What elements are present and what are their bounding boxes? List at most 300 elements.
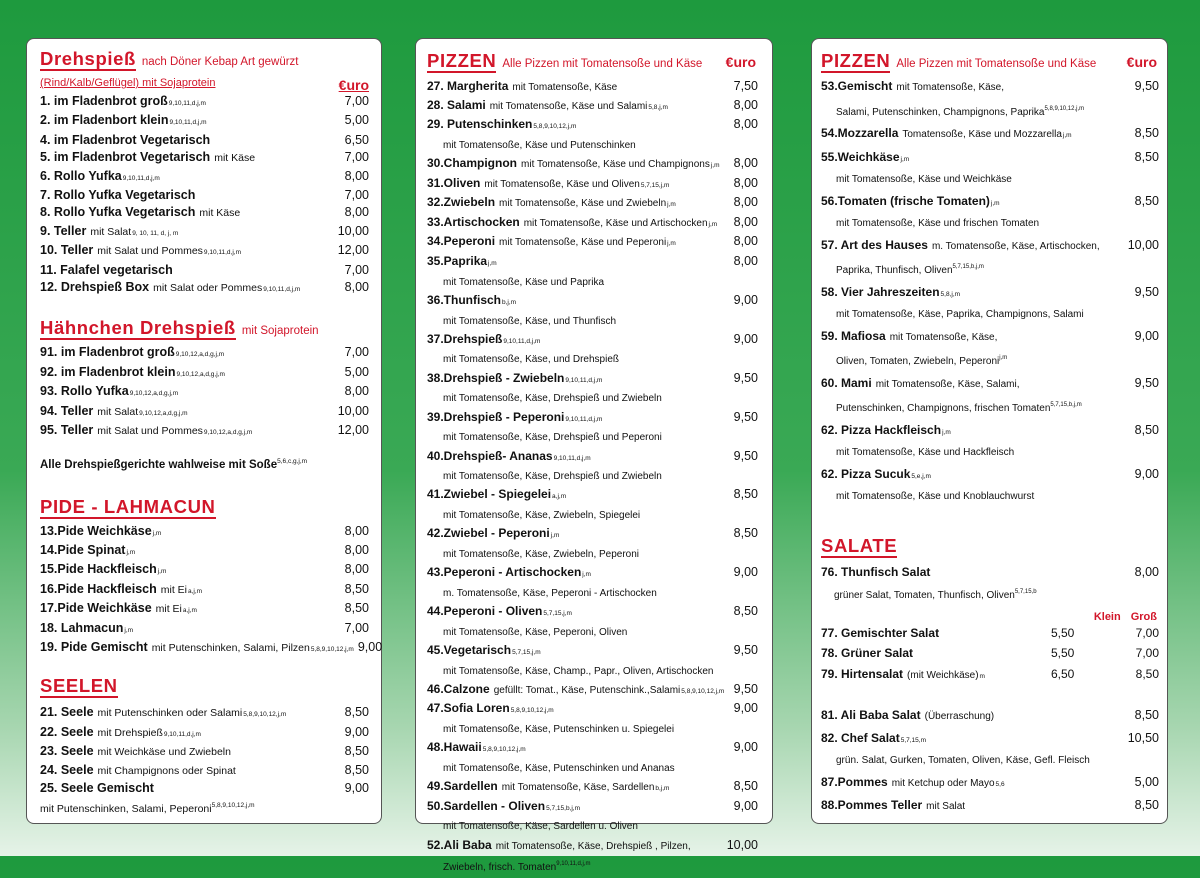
price-pair bbox=[1051, 623, 1159, 644]
item-name: 91. im Fladenbrot groß bbox=[40, 345, 175, 360]
item-name: 34.Peperoni bbox=[427, 234, 496, 249]
item-description: mit Tomatensoße, Käse, bbox=[889, 331, 998, 343]
section-title-pide: PIDE - LAHMACUN bbox=[40, 495, 216, 517]
item-price: 5,00 bbox=[344, 113, 369, 128]
section-title-pizzen: PIZZEN Alle Pizzen mit Tomatensoße und Käse €uro bbox=[427, 50, 756, 71]
item-description: mit Tomatensoße, Käse und Champignons bbox=[521, 159, 710, 171]
item-price: 8,50 bbox=[344, 744, 369, 759]
item-description: mit Tomatensoße, Käse und Knoblauchwurst bbox=[836, 491, 1035, 502]
menu-panel-2 bbox=[415, 38, 773, 874]
item-description: mit Tomatensoße, Käse, Drehspieß und Zwiebeln bbox=[443, 471, 662, 483]
item-name: 18. Lahmacun bbox=[40, 620, 124, 635]
item-description: mit Tomatensoße, Käse und Peperoni bbox=[499, 237, 667, 249]
item-price: 9,00 bbox=[733, 565, 758, 580]
item-description: mit Tomatensoße, Käse, und Drehspieß bbox=[443, 354, 620, 366]
allergen-codes: j,m bbox=[990, 199, 1000, 207]
item-description: mit Tomatensoße, Käse, Sardellen u. Oliven bbox=[443, 821, 638, 833]
allergen-codes: j,m bbox=[708, 220, 718, 228]
item-price: 10,00 bbox=[337, 223, 369, 238]
salate-sized-list bbox=[821, 623, 1159, 688]
allergen-codes: 5,8,9,10,12,j,m bbox=[310, 645, 354, 653]
item-price: 9,00 bbox=[344, 780, 369, 795]
item-name: 21. Seele bbox=[40, 705, 94, 720]
allergen-codes: 9,10,11,d,j,m bbox=[553, 454, 591, 462]
item-description: mit Ei bbox=[155, 603, 182, 616]
item-description: mit Tomatensoße, Käse und Salami bbox=[489, 100, 648, 112]
item-name: 58. Vier Jahreszeiten bbox=[821, 284, 940, 299]
item-name: 5. im Fladenbrot Vegetarisch bbox=[40, 150, 211, 165]
menu-item bbox=[821, 705, 1159, 728]
item-description: mit Tomatensoße, Käse und Artischocken bbox=[523, 217, 708, 229]
allergen-codes: 9,10,11,d,j,m bbox=[203, 249, 242, 257]
item-price: 7,00 bbox=[344, 345, 369, 360]
salate-more-list bbox=[821, 705, 1159, 818]
item-price: 9,00 bbox=[357, 639, 383, 654]
item-price: 8,50 bbox=[733, 604, 758, 619]
item-name: 57. Art des Hauses bbox=[821, 237, 928, 252]
item-name: 32.Zwiebeln bbox=[427, 195, 496, 210]
item-description-line bbox=[821, 99, 1159, 124]
item-price: 10,00 bbox=[1127, 237, 1159, 252]
item-price: 7,00 bbox=[344, 150, 369, 165]
item-price: 7,00 bbox=[344, 94, 369, 108]
menu-item bbox=[40, 422, 369, 441]
menu-item bbox=[40, 762, 369, 780]
allergen-codes: 5,7,15,j,m bbox=[640, 181, 670, 189]
allergen-codes: j,m bbox=[999, 355, 1008, 361]
item-price: 8,00 bbox=[344, 523, 369, 538]
menu-item bbox=[40, 383, 369, 402]
allergen-codes: j,m bbox=[942, 428, 951, 436]
menu-item bbox=[40, 132, 369, 149]
menu-item bbox=[821, 664, 1159, 688]
item-name: 25. Seele Gemischt bbox=[40, 780, 154, 795]
item-description: m. Tomatensoße, Käse, Artischocken, bbox=[931, 240, 1100, 252]
item-price: 8,00 bbox=[733, 195, 758, 210]
price-gross: 7,00 bbox=[1135, 625, 1159, 640]
item-description: mit Tomatensoße, Käse, und Thunfisch bbox=[443, 315, 617, 327]
menu-item bbox=[821, 147, 1159, 171]
item-description-line bbox=[821, 395, 1159, 420]
menu-item bbox=[427, 78, 758, 97]
item-price: 8,00 bbox=[733, 175, 758, 190]
menu-item bbox=[821, 420, 1159, 444]
item-description: mit Putenschinken oder Salami bbox=[97, 707, 243, 720]
menu-item bbox=[40, 704, 369, 723]
item-price: 9,50 bbox=[733, 370, 758, 385]
allergen-codes: 9,10,11,d,j,m bbox=[565, 376, 603, 384]
menu-item bbox=[40, 581, 369, 600]
item-price: 10,00 bbox=[726, 837, 758, 852]
section-title-haehnchen: Hähnchen Drehspieß mit Sojaprotein bbox=[40, 317, 319, 339]
menu-item bbox=[821, 728, 1159, 752]
item-name: 7. Rollo Yufka Vegetarisch bbox=[40, 188, 196, 203]
menu-item bbox=[427, 214, 758, 234]
item-price: 8,00 bbox=[344, 542, 369, 557]
item-description: mit Käse bbox=[214, 152, 256, 165]
allergen-codes: 5,7,15,b,j,m bbox=[546, 804, 581, 812]
allergen-codes: 9,10,12,a,d,g,j,m bbox=[175, 351, 225, 359]
item-description: mit Weichkäse und Zwiebeln bbox=[97, 746, 231, 759]
item-name: 60. Mami bbox=[821, 375, 872, 390]
allergen-codes: 5,8,9,10,12,j,m bbox=[681, 687, 725, 695]
allergen-codes: 5,8,j,m bbox=[940, 290, 961, 298]
item-description: mit Tomatensoße, Käse, Zwiebeln, Spiegelei bbox=[443, 509, 641, 521]
item-description: mit Tomatensoße, Käse, Drehspieß und Peperoni bbox=[443, 432, 662, 444]
item-name: 47.Sofia Loren bbox=[427, 701, 510, 716]
item-description-line bbox=[427, 312, 758, 331]
item-price: 9,50 bbox=[1134, 375, 1159, 390]
menu-item bbox=[427, 194, 758, 214]
item-description-line bbox=[821, 170, 1159, 191]
price-klein: 6,50 bbox=[1051, 666, 1075, 681]
allergen-codes: 5,7,15,b,j,m bbox=[952, 264, 984, 270]
menu-item bbox=[40, 743, 369, 761]
item-price: 8,50 bbox=[1134, 708, 1159, 722]
item-name: 33.Artischocken bbox=[427, 214, 520, 229]
item-name: 13.Pide Weichkäse bbox=[40, 523, 152, 538]
menu-item: 76. Thunfisch Salat 8,00 bbox=[821, 564, 1159, 579]
menu-item bbox=[427, 97, 758, 117]
menu-item bbox=[821, 643, 1159, 664]
allergen-codes: 9,10,11,d,j,m bbox=[565, 415, 603, 423]
menu-item bbox=[821, 373, 1159, 396]
item-name: 45.Vegetarisch bbox=[427, 642, 512, 657]
allergen-codes: j,m bbox=[488, 260, 497, 268]
item-description: mit Tomatensoße, Käse und Hackfleisch bbox=[836, 447, 1015, 458]
item-name: 82. Chef Salat bbox=[821, 730, 900, 745]
item-description-line bbox=[427, 817, 758, 836]
allergen-codes: m bbox=[979, 672, 985, 680]
allergen-codes: j,m bbox=[582, 571, 591, 579]
menu-item bbox=[427, 370, 758, 390]
allergen-codes: 5,8,j,m bbox=[648, 103, 668, 111]
item-description-line bbox=[821, 487, 1159, 508]
item-price: 8,50 bbox=[1134, 193, 1159, 208]
item-name: 9. Teller bbox=[40, 223, 87, 238]
item-description: Putenschinken, Champignons, frischen Tomaten bbox=[836, 403, 1051, 414]
item-description: mit Tomatensoße, Käse und Oliven bbox=[484, 178, 640, 190]
menu-item bbox=[427, 739, 758, 759]
allergen-codes: 5,7,15,j,m bbox=[543, 610, 572, 618]
haehnchen-list bbox=[40, 344, 369, 441]
menu-item bbox=[40, 187, 369, 204]
item-description: mit Tomatensoße, Käse, Sardellen bbox=[501, 782, 655, 794]
item-name: 42.Zwiebel - Peperoni bbox=[427, 526, 550, 541]
item-description: mit Tomatensoße, Käse, Zwiebeln, Peperoni bbox=[443, 548, 640, 560]
item-price: 8,50 bbox=[344, 601, 369, 616]
item-price: 8,00 bbox=[344, 562, 369, 577]
item-description: mit Tomatensoße, Käse und Zwiebeln bbox=[499, 198, 667, 210]
item-name: 77. Gemischter Salat bbox=[821, 625, 940, 640]
item-name: 55.Weichkäse bbox=[821, 149, 900, 164]
item-description: Tomatensoße, Käse und Mozzarella bbox=[902, 129, 1062, 140]
item-price: 9,00 bbox=[733, 701, 758, 716]
item-price: 5,00 bbox=[1134, 774, 1159, 789]
item-description-line bbox=[427, 623, 758, 642]
item-description: mit Salat oder Pommes bbox=[153, 282, 263, 295]
item-price: 7,00 bbox=[344, 188, 369, 203]
allergen-codes: j,m bbox=[126, 548, 136, 556]
menu-item bbox=[821, 623, 1159, 644]
item-name: 81. Ali Baba Salat bbox=[821, 708, 921, 722]
allergen-codes: 9,10,11,d,j,m bbox=[169, 119, 207, 127]
price-gross: 8,50 bbox=[1135, 666, 1159, 681]
section-title-seelen: SEELEN bbox=[40, 675, 118, 697]
item-name: 41.Zwiebel - Spiegelei bbox=[427, 487, 552, 502]
item-price: 9,50 bbox=[1134, 79, 1159, 93]
item-description: mit Tomatensoße, Käse und Putenschinken bbox=[443, 139, 636, 151]
item-name: 78. Grüner Salat bbox=[821, 646, 914, 660]
item-price: 6,50 bbox=[344, 132, 369, 147]
menu-item bbox=[821, 772, 1159, 796]
item-description: mit Tomatensoße, Käse und Paprika bbox=[443, 276, 605, 288]
item-price: 9,00 bbox=[733, 798, 758, 813]
allergen-codes: a,j,m bbox=[182, 607, 197, 615]
item-price: 10,50 bbox=[1127, 730, 1159, 745]
menu-item bbox=[427, 233, 758, 253]
allergen-codes: j,m bbox=[667, 240, 676, 248]
item-description: mit Salat bbox=[97, 405, 139, 418]
menu-item bbox=[427, 564, 758, 584]
item-description: mit Tomatensoße, Käse, Champ., Papr., Oliven, Artischocken bbox=[443, 665, 714, 677]
item-description-line bbox=[427, 350, 758, 369]
menu-item bbox=[427, 486, 758, 506]
item-description: mit Tomatensoße, Käse, Drehspieß und Zwiebeln bbox=[443, 393, 662, 405]
item-description: grüner Salat, Tomaten, Thunfisch, Oliven$^{5,7,15,b}$ bbox=[834, 589, 1037, 601]
item-name: 48.Hawaii bbox=[427, 740, 482, 755]
menu-item bbox=[40, 523, 369, 542]
item-price: 7,00 bbox=[344, 262, 369, 277]
menu-item bbox=[427, 778, 758, 798]
item-name: 24. Seele bbox=[40, 762, 94, 777]
item-description: mit Tomatensoße, Käse und Weichkäse bbox=[836, 174, 1012, 185]
section-note-row: (Rind/Kalb/Geflügel) mit Sojaprotein €uro bbox=[40, 77, 369, 93]
item-name: 14.Pide Spinat bbox=[40, 542, 126, 557]
allergen-codes: 5,e,j,m bbox=[911, 472, 931, 480]
item-description: mit Salat und Pommes bbox=[97, 425, 203, 438]
item-name: 1. im Fladenbrot groß bbox=[40, 94, 168, 108]
item-name: 35.Paprika bbox=[427, 254, 488, 269]
item-description: mit Tomatensoße, Käse, Paprika, Champignons, Salami bbox=[836, 309, 1084, 320]
item-price: 9,00 bbox=[344, 724, 369, 739]
sauce-note: Alle Drehspießgerichte wahlweise mit Soße$^{5,6,c,g,j,m}$ bbox=[40, 457, 308, 471]
item-name: 36.Thunfisch bbox=[427, 292, 502, 307]
item-description: mit Salat bbox=[926, 801, 966, 812]
price-gross: 7,00 bbox=[1135, 646, 1159, 660]
item-description: Oliven, Tomaten, Zwiebeln, Peperoni bbox=[836, 356, 1000, 367]
item-price: 8,50 bbox=[1134, 422, 1159, 437]
item-price: 8,00 bbox=[344, 205, 369, 220]
item-price: 8,50 bbox=[1134, 126, 1159, 140]
menu-item bbox=[821, 235, 1159, 258]
item-price: 8,50 bbox=[344, 705, 369, 720]
allergen-codes: 5,6 bbox=[995, 780, 1005, 788]
item-description-line bbox=[427, 467, 758, 486]
item-description: mit Tomatensoße, Käse bbox=[512, 82, 618, 93]
item-price: 12,00 bbox=[337, 423, 369, 438]
item-description: mit Tomatensoße, Käse, Putenschinken und Ananas bbox=[443, 762, 675, 774]
allergen-codes: 5,8,9,10,12,j,m bbox=[1044, 105, 1085, 112]
menu-item bbox=[427, 642, 758, 662]
menu-item bbox=[40, 724, 369, 743]
item-name: 39.Drehspieß - Peperoni bbox=[427, 409, 565, 424]
item-name: 6. Rollo Yufka bbox=[40, 168, 122, 183]
item-name: 92. im Fladenbrot klein bbox=[40, 364, 176, 379]
item-price: 8,50 bbox=[733, 779, 758, 794]
item-name: 50.Sardellen - Oliven bbox=[427, 798, 546, 813]
item-name: 40.Drehspieß- Ananas bbox=[427, 448, 553, 463]
menu-item bbox=[40, 600, 369, 619]
item-price: 9,50 bbox=[733, 448, 758, 463]
item-description-line bbox=[427, 428, 758, 447]
menu-item bbox=[427, 798, 758, 818]
section-title-salate: SALATE bbox=[821, 534, 898, 556]
item-description: mit Drehspieß bbox=[97, 726, 163, 739]
allergen-codes: 5,7,15,j,m bbox=[512, 648, 541, 656]
item-name: 29. Putenschinken bbox=[427, 117, 533, 132]
menu-item bbox=[40, 344, 369, 363]
item-price: 8,00 bbox=[344, 168, 369, 183]
allergen-codes: j,m bbox=[124, 626, 134, 634]
item-description: Salami, Putenschinken, Champignons, Paprika bbox=[836, 106, 1045, 118]
item-name: 37.Drehspieß bbox=[427, 331, 503, 346]
item-price: 8,00 bbox=[733, 97, 758, 112]
item-name: 8. Rollo Yufka Vegetarisch bbox=[40, 205, 196, 220]
allergen-codes: 5,8,9,10,12,j,m bbox=[510, 707, 554, 715]
item-description: mit Tomatensoße, Käse, Drehspieß , Pilzen, bbox=[495, 840, 691, 852]
item-description-line bbox=[821, 257, 1159, 282]
item-description-line bbox=[821, 443, 1159, 464]
item-name: 49.Sardellen bbox=[427, 779, 498, 794]
menu-item bbox=[40, 780, 369, 797]
item-price: 7,00 bbox=[344, 620, 369, 635]
allergen-codes: j,m bbox=[900, 155, 910, 163]
item-price: 9,00 bbox=[733, 331, 758, 346]
item-description-line bbox=[427, 506, 758, 525]
price-pair bbox=[1051, 643, 1159, 664]
item-price: 9,00 bbox=[1134, 466, 1159, 481]
allergen-codes: 9,10,12,a,d,g,j,m bbox=[129, 390, 179, 398]
menu-item bbox=[40, 542, 369, 561]
item-price: 8,50 bbox=[1134, 798, 1159, 812]
section-title-drehspiess: Drehspieß nach Döner Kebap Art gewürzt bbox=[40, 48, 299, 69]
item-name: 15.Pide Hackfleisch bbox=[40, 562, 157, 577]
item-description: gefüllt: Tomat., Käse, Putenschink.,Salami bbox=[493, 684, 681, 696]
item-name: 54.Mozzarella bbox=[821, 126, 899, 140]
item-price: 8,00 bbox=[733, 117, 758, 132]
item-price: 7,50 bbox=[733, 79, 758, 93]
menu-item bbox=[821, 76, 1159, 99]
item-description: mit Champignons oder Spinat bbox=[97, 764, 236, 777]
allergen-codes: 5,8,9,10,12,j,m bbox=[243, 711, 287, 719]
item-price: 9,50 bbox=[733, 681, 758, 696]
menu-item bbox=[40, 364, 369, 383]
item-price: 9,00 bbox=[733, 740, 758, 755]
allergen-codes: 9,10,12,a,d,g,j,m bbox=[203, 429, 253, 437]
item-name: 62. Pizza Hackfleisch bbox=[821, 422, 942, 437]
allergen-codes: 9,10,11,d,j,m bbox=[556, 861, 591, 868]
item-description-line bbox=[821, 214, 1159, 235]
item-price: 8,50 bbox=[344, 581, 369, 596]
menu-item bbox=[40, 620, 369, 639]
allergen-codes: j,m bbox=[152, 529, 162, 537]
item-price: 8,50 bbox=[344, 762, 369, 777]
menu-item bbox=[821, 464, 1159, 488]
seelen-list bbox=[40, 704, 369, 797]
menu-item bbox=[427, 253, 758, 273]
item-description-line bbox=[427, 584, 758, 603]
menu-item bbox=[40, 168, 369, 187]
allergen-codes: j,m bbox=[1062, 132, 1072, 139]
menu-item bbox=[40, 242, 369, 261]
item-name: 27. Margherita bbox=[427, 79, 509, 93]
allergen-codes: b,j,m bbox=[655, 785, 670, 793]
allergen-codes: j,m bbox=[157, 568, 167, 576]
allergen-codes: 9,10,11,d,j,m bbox=[503, 337, 541, 345]
item-description: mit Salat bbox=[90, 225, 132, 238]
item-name: 16.Pide Hackfleisch bbox=[40, 581, 157, 596]
menu-item bbox=[427, 448, 758, 468]
menu-item bbox=[821, 191, 1159, 215]
menu-item bbox=[427, 155, 758, 175]
menu-item bbox=[40, 279, 369, 298]
allergen-codes: 9, 10, 11, d, j, m bbox=[132, 229, 179, 237]
item-description: mit Ei bbox=[160, 583, 187, 596]
item-price: 10,00 bbox=[337, 403, 369, 418]
item-name: 43.Peperoni - Artischocken bbox=[427, 565, 582, 580]
allergen-codes: 5,7,15,m bbox=[900, 736, 926, 744]
allergen-codes: 5,7,15,b,j,m bbox=[1050, 402, 1082, 408]
menu-item bbox=[40, 204, 369, 222]
item-name: 11. Falafel vegetarisch bbox=[40, 262, 173, 277]
item-name: 28. Salami bbox=[427, 97, 486, 112]
item-description: mit Tomatensoße, Käse, Salami, bbox=[875, 378, 1020, 390]
item-description: mit Tomatensoße, Käse, Putenschinken u. Spiegelei bbox=[443, 724, 675, 736]
menu-item bbox=[427, 525, 758, 545]
item-name: 79. Hirtensalat bbox=[821, 666, 904, 681]
menu-panel-3 bbox=[811, 38, 1168, 824]
item-price: 9,50 bbox=[733, 642, 758, 657]
allergen-codes: 9,10,12,a,d,g,j,m bbox=[176, 370, 225, 378]
item-name: 22. Seele bbox=[40, 724, 94, 739]
menu-item bbox=[427, 681, 758, 701]
item-price: 12,00 bbox=[337, 243, 369, 258]
item-description-line bbox=[821, 305, 1159, 326]
item-description-line bbox=[427, 136, 758, 155]
item-price: 5,00 bbox=[344, 364, 369, 379]
section-title-pizzen-2: PIZZEN Alle Pizzen mit Tomatensoße und Käse €uro bbox=[821, 50, 1157, 71]
menu-item bbox=[427, 175, 758, 195]
menu-item bbox=[427, 700, 758, 720]
item-description-line bbox=[427, 720, 758, 739]
menu-item bbox=[427, 292, 758, 312]
menu-item bbox=[40, 223, 369, 242]
item-name: 10. Teller bbox=[40, 243, 94, 258]
item-name: 44.Peperoni - Oliven bbox=[427, 604, 543, 619]
item-price: 9,00 bbox=[733, 292, 758, 307]
price-pair bbox=[1051, 664, 1159, 685]
item-price: 8,00 bbox=[733, 234, 758, 249]
item-price: 8,00 bbox=[344, 280, 369, 295]
item-description-line bbox=[821, 751, 1159, 772]
menu-item bbox=[40, 112, 369, 131]
item-name: 2. im Fladenbort klein bbox=[40, 113, 169, 128]
item-name: 56.Tomaten (frische Tomaten) bbox=[821, 193, 990, 208]
menu-item bbox=[427, 603, 758, 623]
menu-item bbox=[821, 795, 1159, 818]
allergen-codes: 5,8,9,10,12,j,m bbox=[533, 123, 577, 131]
